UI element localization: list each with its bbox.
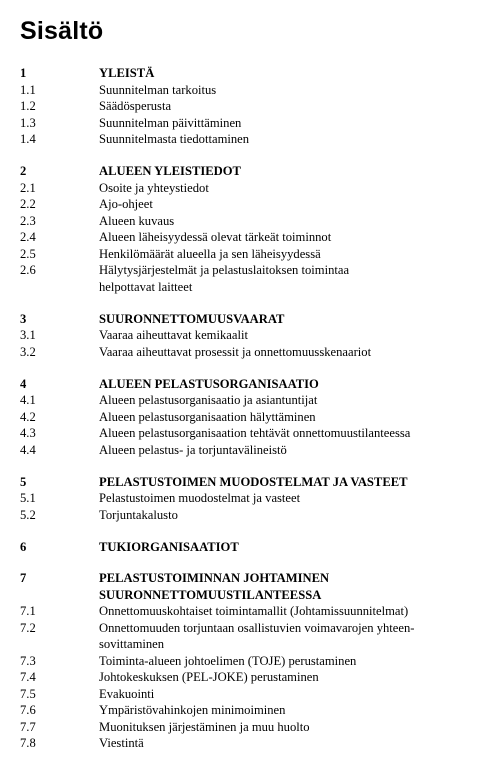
section-number: 3 — [20, 311, 27, 326]
toc-section — [20, 376, 480, 459]
section-number: 6 — [20, 539, 27, 554]
entry-number: 1.3 — [20, 115, 36, 130]
section-number: 5 — [20, 474, 27, 489]
entry-title: Toiminta-alueen johtoelimen (TOJE) perustaminen — [99, 653, 357, 668]
toc-entry[interactable] — [20, 229, 480, 246]
entry-title: Alueen pelastusorganisaation hälyttäminen — [99, 409, 316, 424]
entry-number: 1.4 — [20, 132, 36, 146]
section-title: ALUEEN YLEISTIEDOT — [99, 164, 241, 178]
entry-number: 5.1 — [20, 491, 36, 505]
entry-number: 7.6 — [20, 703, 36, 717]
entry-title: Pelastustoimen muodostelmat ja vasteet — [99, 491, 301, 505]
toc-entry[interactable] — [20, 490, 480, 507]
toc-entry[interactable] — [20, 669, 480, 686]
toc-entry[interactable] — [20, 653, 480, 670]
entry-number: 4.3 — [20, 426, 36, 440]
entry-title: Onnettomuuden torjuntaan osallistuvien voimavarojen yhteen- — [99, 620, 415, 635]
toc-entry[interactable] — [20, 327, 480, 344]
toc-section — [20, 474, 480, 524]
entry-title: Torjuntakalusto — [99, 507, 178, 522]
entry-title: Vaaraa aiheuttavat prosessit ja onnettomuusskenaariot — [99, 344, 372, 359]
section-number: 7 — [20, 571, 27, 585]
toc-entry[interactable] — [20, 131, 480, 148]
entry-title: Alueen pelastus- ja torjuntavälineistö — [99, 442, 287, 457]
toc-entry[interactable] — [20, 735, 480, 752]
section-title: PELASTUSTOIMINNAN JOHTAMINEN — [99, 571, 330, 585]
entry-number: 7.8 — [20, 736, 36, 750]
page-title: Sisältö — [20, 17, 104, 45]
entry-number: 4.1 — [20, 393, 36, 407]
entry-number: 2.5 — [20, 246, 36, 261]
toc-entry[interactable] — [20, 392, 480, 409]
entry-title: Suunnitelmasta tiedottaminen — [99, 132, 250, 146]
toc-entry[interactable] — [20, 196, 480, 213]
toc-section-heading[interactable] — [20, 570, 480, 586]
entry-title: Suunnitelman tarkoitus — [99, 82, 217, 97]
section-number: 4 — [20, 376, 27, 391]
entry-number: 7.7 — [20, 719, 36, 734]
entry-title: Suunnitelman päivittäminen — [99, 115, 242, 130]
toc-entry[interactable] — [20, 409, 480, 426]
entry-number: 2.1 — [20, 180, 36, 195]
toc-entry[interactable] — [20, 262, 480, 279]
entry-title: Alueen pelastusorganisaatio ja asiantuntijat — [99, 393, 318, 407]
toc-entry[interactable] — [20, 213, 480, 230]
section-title: PELASTUSTOIMEN MUODOSTELMAT JA VASTEET — [99, 474, 408, 489]
section-title: SUURONNETTOMUUSTILANTEESSA — [99, 587, 322, 602]
entry-number: 1.2 — [20, 99, 36, 113]
entry-number: 1.1 — [20, 82, 36, 97]
section-title: ALUEEN PELASTUSORGANISAATIO — [99, 376, 319, 391]
entry-number: 7.5 — [20, 686, 36, 701]
toc-section-heading[interactable] — [20, 65, 480, 81]
section-title: TUKIORGANISAATIOT — [99, 539, 239, 554]
entry-title: Johtokeskuksen (PEL-JOKE) perustaminen — [99, 670, 319, 684]
entry-title: Alueen kuvaus — [99, 213, 175, 228]
toc-entry[interactable] — [20, 507, 480, 524]
entry-number: 5.2 — [20, 507, 36, 522]
entry-number: 3.2 — [20, 344, 36, 359]
entry-number: 2.2 — [20, 197, 36, 211]
entry-title: Alueen läheisyydessä olevat tärkeät toiminnot — [99, 230, 332, 244]
table-of-contents — [20, 65, 480, 767]
toc-section — [20, 570, 480, 752]
toc-entry[interactable] — [20, 98, 480, 115]
entry-title: Ajo-ohjeet — [99, 197, 153, 211]
toc-section — [20, 311, 480, 361]
toc-entry[interactable] — [20, 344, 480, 361]
entry-title: Säädösperusta — [99, 99, 172, 113]
section-number: 1 — [20, 66, 27, 80]
section-title: YLEISTÄ — [99, 66, 155, 80]
section-title: SUURONNETTOMUUSVAARAT — [99, 311, 285, 326]
toc-section-heading[interactable] — [20, 376, 480, 392]
toc-section-heading[interactable] — [20, 163, 480, 179]
entry-title: Ympäristövahinkojen minimoiminen — [99, 703, 286, 717]
toc-entry[interactable] — [20, 620, 480, 637]
toc-entry[interactable] — [20, 279, 480, 296]
entry-number: 2.4 — [20, 230, 36, 244]
entry-number: 7.2 — [20, 620, 36, 635]
entry-title: Onnettomuuskohtaiset toimintamallit (Johtamissuunnitelmat) — [99, 604, 409, 618]
entry-title: Alueen pelastusorganisaation tehtävät onnettomuustilanteessa — [99, 426, 411, 440]
entry-title: Evakuointi — [99, 686, 155, 701]
toc-entry[interactable] — [20, 246, 480, 263]
toc-entry[interactable] — [20, 636, 480, 653]
entry-title: Henkilömäärät alueella ja sen läheisyydessä — [99, 246, 321, 261]
entry-title: helpottavat laitteet — [99, 279, 193, 294]
toc-entry[interactable] — [20, 115, 480, 132]
entry-title: Muonituksen järjestäminen ja muu huolto — [99, 719, 310, 734]
toc-section-heading[interactable] — [20, 539, 480, 555]
entry-number: 7.3 — [20, 653, 36, 668]
toc-entry[interactable] — [20, 442, 480, 459]
entry-number: 4.4 — [20, 442, 36, 457]
entry-number: 2.6 — [20, 263, 36, 277]
toc-section — [20, 163, 480, 295]
section-number: 2 — [20, 164, 27, 178]
toc-entry[interactable] — [20, 702, 480, 719]
toc-section — [20, 65, 480, 148]
entry-title: Vaaraa aiheuttavat kemikaalit — [99, 328, 248, 342]
toc-entry[interactable] — [20, 180, 480, 197]
entry-number: 4.2 — [20, 409, 36, 424]
toc-section-heading[interactable] — [20, 311, 480, 327]
toc-section — [20, 539, 480, 555]
entry-number: 2.3 — [20, 213, 36, 228]
toc-entry[interactable] — [20, 603, 480, 620]
toc-entry[interactable] — [20, 686, 480, 703]
toc-entry[interactable] — [20, 425, 480, 442]
entry-title: Viestintä — [99, 736, 144, 750]
entry-title: Osoite ja yhteystiedot — [99, 180, 209, 195]
toc-entry[interactable] — [20, 719, 480, 736]
entry-number: 7.1 — [20, 604, 36, 618]
toc-section-heading[interactable] — [20, 587, 480, 603]
entry-number: 3.1 — [20, 328, 36, 342]
toc-section-heading[interactable] — [20, 474, 480, 490]
entry-number: 7.4 — [20, 670, 36, 684]
entry-title: sovittaminen — [99, 637, 165, 651]
toc-entry[interactable] — [20, 82, 480, 99]
entry-title: Hälytysjärjestelmät ja pelastuslaitoksen toimintaa — [99, 263, 350, 277]
